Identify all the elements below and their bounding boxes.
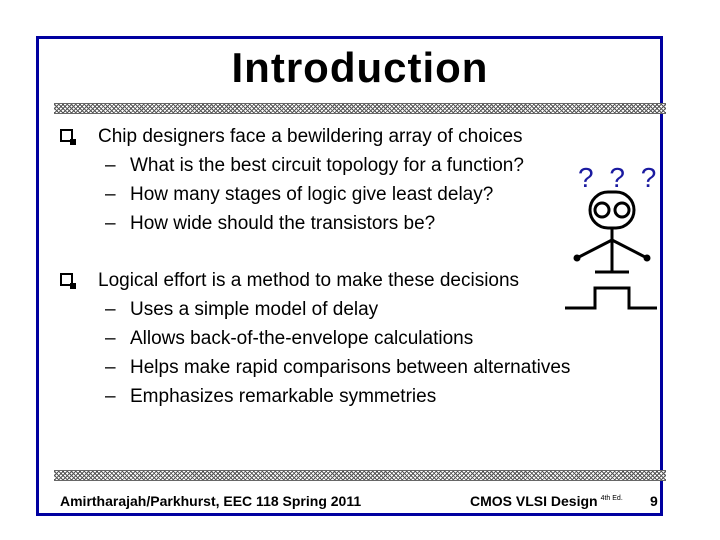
sub-bullet: – How wide should the transistors be? [105, 213, 436, 234]
bullet-text: Logical effort is a method to make these decisions [98, 270, 520, 291]
page-number: 9 [650, 493, 658, 509]
sub-bullet: – What is the best circuit topology for a function? [105, 155, 524, 176]
sub-bullet: – How many stages of logic give least delay? [105, 184, 494, 205]
edition-label: 4th Ed. [600, 495, 623, 502]
footer-course: CMOS VLSI Design $^{4th Ed.}$ [470, 493, 623, 509]
question-marks: ? ? ? [578, 162, 661, 193]
bullet-text: Chip designers face a bewildering array of choices [98, 126, 523, 147]
sub-bullet: – Allows back-of-the-envelope calculations [105, 328, 474, 349]
bullet-1 [60, 122, 524, 238]
sub-bullet: – Uses a simple model of delay [105, 299, 379, 320]
bullet-2 [60, 266, 570, 411]
square-bullet-icon [60, 273, 73, 286]
transistor-stick-figure-icon [565, 190, 665, 315]
footer-author: Amirtharajah/Parkhurst, EEC 118 Spring 2011 [60, 493, 362, 509]
footer-divider [54, 470, 666, 481]
sub-bullet: – Helps make rapid comparisons between alternatives [105, 357, 571, 378]
title-divider [54, 103, 666, 114]
sub-bullet: – Emphasizes remarkable symmetries [105, 386, 437, 407]
page-title: Introduction [231, 44, 489, 91]
square-bullet-icon [60, 129, 73, 142]
